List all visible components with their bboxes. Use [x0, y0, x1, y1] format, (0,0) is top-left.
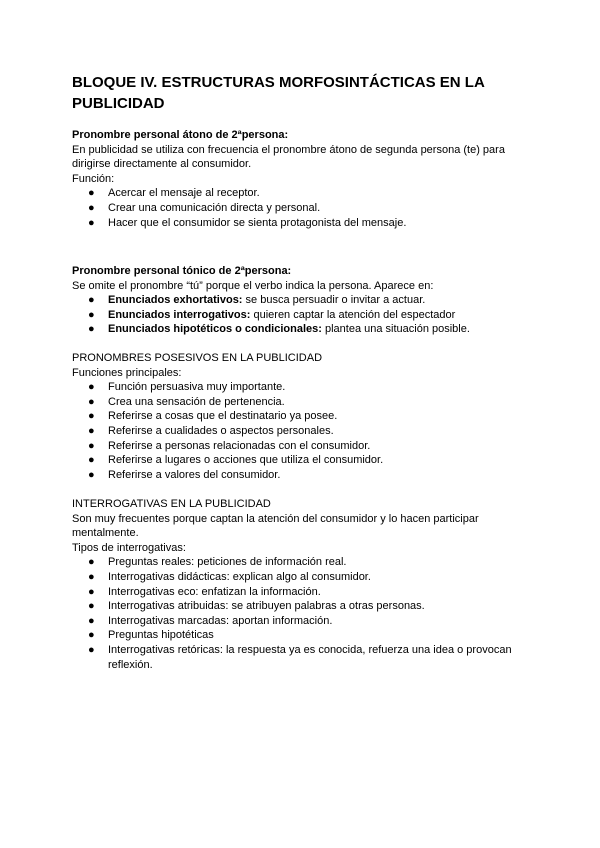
list-item: ● Crear una comunicación directa y personal.	[88, 201, 321, 214]
bullet-icon: ●	[88, 424, 95, 437]
bullet-list	[72, 186, 532, 230]
section-heading: PRONOMBRES POSESIVOS EN LA PUBLICIDAD	[72, 352, 323, 364]
section-intro: Se omite el pronombre “tú” porque el verbo indica la persona. Aparece en:	[72, 279, 434, 292]
bullet-icon: ●	[88, 600, 95, 613]
bullet-icon: ●	[88, 614, 95, 627]
bullet-icon: ●	[88, 468, 95, 481]
bullet-icon: ●	[88, 381, 95, 394]
bullet-icon: ●	[88, 187, 95, 200]
list-item: ● Función persuasiva muy importante.	[88, 381, 286, 394]
section-heading: Pronombre personal átono de 2ªpersona:	[72, 129, 289, 141]
section-label: Función:	[72, 172, 115, 185]
list-item: ● Crea una sensación de pertenencia.	[88, 395, 285, 408]
bullet-icon: ●	[88, 395, 95, 408]
bullet-icon: ●	[88, 439, 95, 452]
list-item: ● Referirse a lugares o acciones que utiliza el consumidor.	[88, 454, 384, 467]
section-heading: Pronombre personal tónico de 2ªpersona:	[72, 265, 292, 277]
bullet-icon: ●	[88, 454, 95, 467]
list-item: ● Preguntas reales: peticiones de información real.	[88, 556, 347, 569]
bullet-icon: ●	[88, 308, 95, 321]
section-label: Funciones principales:	[72, 366, 182, 379]
list-item: ● Referirse a personas relacionadas con el consumidor.	[88, 439, 371, 452]
list-item: ● Enunciados hipotéticos o condicionales: plantea una situación posible.	[88, 323, 470, 336]
bullet-icon: ●	[88, 643, 95, 656]
bullet-icon: ●	[88, 629, 95, 642]
bullet-icon: ●	[88, 410, 95, 423]
bullet-icon: ●	[88, 294, 95, 307]
section-pronombre-tonico	[72, 264, 532, 337]
bullet-list	[72, 380, 532, 482]
list-item: ● Hacer que el consumidor se sienta protagonista del mensaje.	[88, 216, 407, 229]
section-intro: En publicidad se utiliza con frecuencia el pronombre átono de segunda persona (te) para dirigirse directamente al consumidor.	[72, 143, 505, 171]
section-interrogativas	[72, 497, 532, 672]
list-item: ● Interrogativas atribuidas: se atribuyen palabras a otras personas.	[88, 600, 425, 613]
list-item: ● Referirse a cualidades o aspectos personales.	[88, 424, 334, 437]
section-posesivos	[72, 351, 532, 482]
bullet-icon: ●	[88, 585, 95, 598]
section-intro: Son muy frecuentes porque captan la atención del consumidor y lo hacen participar mentalmente.	[72, 512, 479, 540]
bullet-icon: ●	[88, 201, 95, 214]
section-heading: INTERROGATIVAS EN LA PUBLICIDAD	[72, 498, 271, 510]
list-item: ● Enunciados exhortativos: se busca persuadir o invitar a actuar.	[88, 294, 426, 307]
list-item: ● Interrogativas didácticas: explican algo al consumidor.	[88, 570, 371, 583]
bullet-list	[72, 555, 532, 672]
list-item: ● Interrogativas marcadas: aportan información.	[88, 614, 333, 627]
bullet-icon: ●	[88, 323, 95, 336]
list-item: ● Interrogativas retóricas: la respuesta ya es conocida, refuerza una idea o provocan reflexión.	[88, 643, 512, 671]
section-label: Tipos de interrogativas:	[72, 541, 186, 554]
page-title: BLOQUE IV. ESTRUCTURAS MORFOSINTÁCTICAS EN LA PUBLICIDAD	[72, 74, 485, 112]
bullet-list	[72, 293, 532, 337]
list-item: ● Preguntas hipotéticas	[88, 629, 214, 642]
list-item: ● Referirse a cosas que el destinatario ya posee.	[88, 410, 338, 423]
title-block	[72, 72, 532, 114]
bullet-icon: ●	[88, 556, 95, 569]
bullet-icon: ●	[88, 216, 95, 229]
bullet-icon: ●	[88, 570, 95, 583]
list-item: ● Enunciados interrogativos: quieren captar la atención del espectador	[88, 308, 456, 321]
list-item: ● Referirse a valores del consumidor.	[88, 468, 281, 481]
section-pronombre-atono	[72, 128, 532, 230]
list-item: ● Interrogativas eco: enfatizan la información.	[88, 585, 321, 598]
list-item: ● Acercar el mensaje al receptor.	[88, 187, 260, 200]
